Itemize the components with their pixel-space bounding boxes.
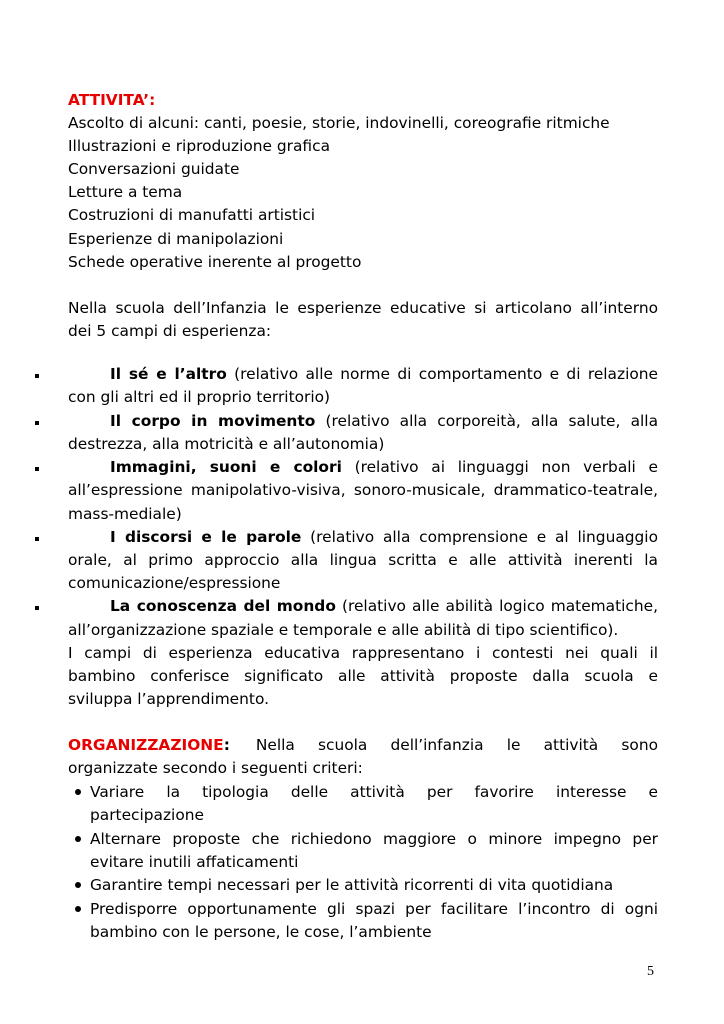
campo-text: (relativo alle abilità logico matematiche, — [335, 597, 658, 615]
campo-first-line — [110, 363, 658, 386]
attivita-item: Schede operative inerente al progetto — [68, 253, 362, 271]
organizzazione-bullet-line: Garantire tempi necessari per le attività ricorrenti di vita quotidiana — [90, 876, 614, 894]
organizzazione-bullet-line: Predisporre opportunamente gli spazi per facilitare l’incontro di ogni — [90, 900, 658, 918]
campo-cont-line: comunicazione/espressione — [68, 574, 281, 592]
campo-cont-line: all’espressione manipolativo-visiva, sonoro-musicale, drammatico-teatrale, — [68, 481, 658, 499]
attivita-item: Illustrazioni e riproduzione grafica — [68, 137, 331, 155]
organizzazione-bullet-line: Alternare proposte che richiedono maggiore o minore impegno per — [90, 830, 658, 848]
square-bullet-icon — [35, 467, 39, 471]
attivita-item: Ascolto di alcuni: canti, poesie, storie, indovinelli, coreografie ritmiche — [68, 114, 610, 132]
bullet-dot-icon — [75, 836, 81, 842]
attivita-heading: ATTIVITA’: — [68, 91, 156, 109]
square-bullet-icon — [35, 374, 39, 378]
square-bullet-icon — [35, 537, 39, 541]
campo-cont-line: mass-mediale) — [68, 505, 182, 523]
campo-text: (relativo ai linguaggi non verbali e — [341, 458, 658, 476]
organizzazione-intro-text: Nella scuola dell’infanzia le attività sono — [255, 736, 658, 754]
campi-paragraph-line: I campi di esperienza educativa rappresentano i contesti nei quali il — [68, 644, 658, 662]
intro-line: Nella scuola dell’Infanzia le esperienze educative si articolano all’interno — [68, 299, 658, 317]
campo-cont-line: destrezza, alla motricità e all’autonomia) — [68, 435, 385, 453]
campi-paragraph-line: sviluppa l’apprendimento. — [68, 690, 269, 708]
campo-title: Il sé e l’altro — [110, 365, 227, 383]
attivita-item: Costruzioni di manufatti artistici — [68, 206, 316, 224]
organizzazione-intro-line — [68, 734, 658, 757]
campo-text: (relativo alla comprensione e al linguaggio — [301, 528, 658, 546]
bullet-dot-icon — [75, 789, 81, 795]
attivita-item: Letture a tema — [68, 183, 183, 201]
campo-first-line — [110, 410, 658, 433]
page-number: 5 — [647, 964, 654, 979]
organizzazione-bullet-line: Variare la tipologia delle attività per favorire interesse e — [90, 783, 658, 801]
square-bullet-icon — [35, 606, 39, 610]
campo-text: (relativo alla corporeità, alla salute, alla — [315, 412, 658, 430]
bullet-dot-icon — [75, 906, 81, 912]
organizzazione-heading: ORGANIZZAZIONE — [68, 736, 224, 754]
campo-cont-line: orale, al primo approccio alla lingua scritta e alle attività inerenti la — [68, 551, 658, 569]
campo-first-line — [110, 456, 658, 479]
intro-line: dei 5 campi di esperienza: — [68, 322, 272, 340]
organizzazione-colon: : — [223, 736, 230, 754]
campo-text: (relativo alle norme di comportamento e di relazione — [226, 365, 658, 383]
campo-title: Immagini, suoni e colori — [110, 458, 342, 476]
organizzazione-intro-line: organizzate secondo i seguenti criteri: — [68, 759, 363, 777]
campo-cont-line: all’organizzazione spaziale e temporale e alle abilità di tipo scientifico). — [68, 621, 619, 639]
campo-first-line — [110, 526, 658, 549]
organizzazione-bullet-line: bambino con le persone, le cose, l’ambiente — [90, 923, 432, 941]
organizzazione-bullet-line: partecipazione — [90, 806, 204, 824]
attivita-item: Esperienze di manipolazioni — [68, 230, 284, 248]
square-bullet-icon — [35, 421, 39, 425]
bullet-dot-icon — [75, 882, 81, 888]
campo-first-line — [110, 595, 658, 618]
campo-title: Il corpo in movimento — [110, 412, 316, 430]
campo-title: I discorsi e le parole — [110, 528, 302, 546]
attivita-item: Conversazioni guidate — [68, 160, 240, 178]
campi-paragraph-line: bambino conferisce significato alle attività proposte dalla scuola e — [68, 667, 658, 685]
campo-title: La conoscenza del mondo — [110, 597, 336, 615]
campo-cont-line: con gli altri ed il proprio territorio) — [68, 388, 331, 406]
organizzazione-bullet-line: evitare inutili affaticamenti — [90, 853, 299, 871]
